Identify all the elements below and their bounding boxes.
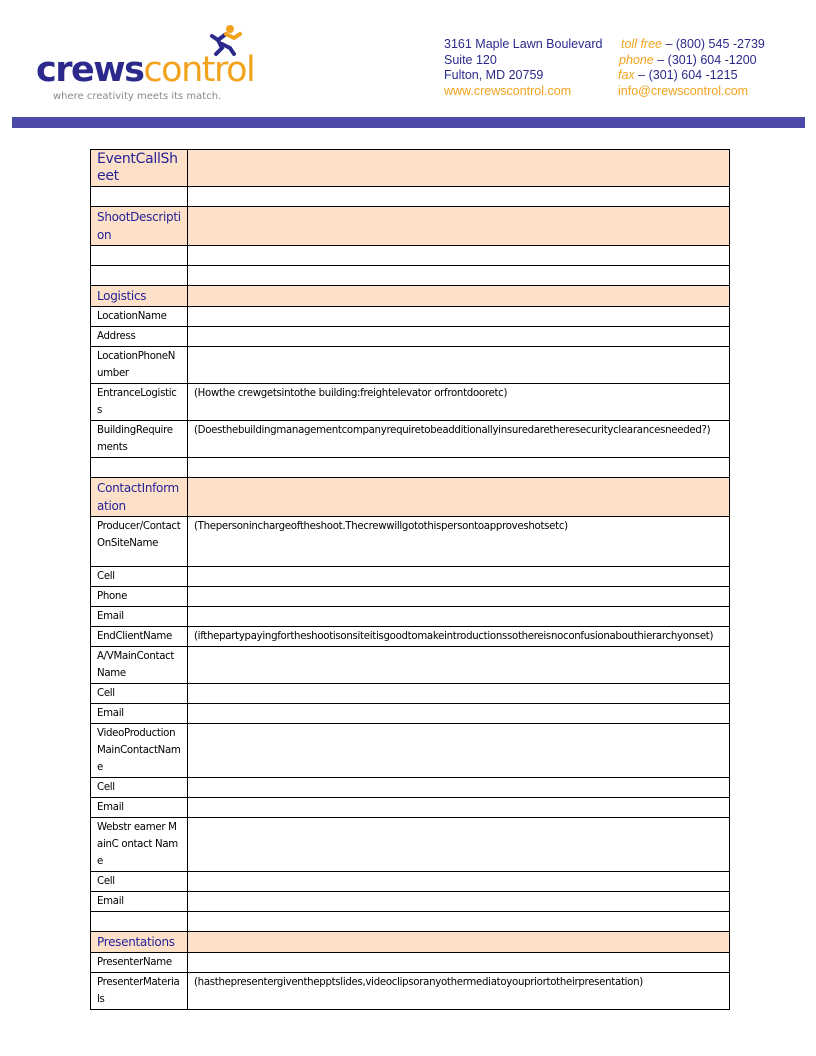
field-value[interactable] bbox=[188, 684, 730, 704]
value-cell bbox=[188, 932, 730, 953]
field-value[interactable]: (ifthepartypayingfortheshootisonsiteitisgoodtomakeintroductionssothereisnoconfusionabouthierarchyonset) bbox=[188, 627, 730, 647]
field-row bbox=[91, 517, 730, 567]
value-cell bbox=[188, 150, 730, 187]
field-row bbox=[91, 724, 730, 778]
field-label: Address bbox=[91, 327, 188, 347]
section-header-row bbox=[91, 286, 730, 307]
field-label: PresenterName bbox=[91, 953, 188, 973]
phone-value: – (301) 604 -1200 bbox=[653, 52, 757, 67]
blank-row bbox=[91, 912, 730, 932]
website-link[interactable]: www.crewscontrol.com bbox=[444, 83, 572, 98]
field-label: Cell bbox=[91, 684, 188, 704]
field-row bbox=[91, 567, 730, 587]
logo-word-control: control bbox=[143, 50, 255, 90]
field-label bbox=[91, 912, 188, 932]
field-label: Cell bbox=[91, 567, 188, 587]
field-row bbox=[91, 587, 730, 607]
email-link[interactable]: info@crewscontrol.com bbox=[618, 83, 749, 98]
field-row bbox=[91, 307, 730, 327]
logo-tagline: where creativity meets its match. bbox=[53, 91, 222, 102]
field-label: Cell bbox=[91, 872, 188, 892]
field-label: EndClientName bbox=[91, 627, 188, 647]
field-label: BuildingRequirements bbox=[91, 421, 188, 458]
field-label: Webstr eamer MainC ontact Name bbox=[91, 818, 188, 872]
blank-row bbox=[91, 458, 730, 478]
field-value[interactable] bbox=[188, 327, 730, 347]
field-row bbox=[91, 327, 730, 347]
blank-row bbox=[91, 266, 730, 286]
field-label bbox=[91, 266, 188, 286]
field-row bbox=[91, 872, 730, 892]
field-row bbox=[91, 384, 730, 421]
field-row bbox=[91, 818, 730, 872]
logo-wordmark bbox=[36, 50, 254, 90]
logo-word-crews: crews bbox=[36, 50, 144, 90]
section-title: ShootDescription bbox=[91, 207, 188, 246]
field-row bbox=[91, 627, 730, 647]
field-label: Email bbox=[91, 892, 188, 912]
field-label: Email bbox=[91, 607, 188, 627]
field-row bbox=[91, 704, 730, 724]
field-label bbox=[91, 458, 188, 478]
phone-line bbox=[618, 53, 765, 69]
field-row bbox=[91, 798, 730, 818]
field-value[interactable] bbox=[188, 587, 730, 607]
sheet-title: EventCallSheet bbox=[91, 150, 188, 187]
section-header-row bbox=[91, 478, 730, 517]
field-value[interactable] bbox=[188, 872, 730, 892]
field-row bbox=[91, 778, 730, 798]
field-value[interactable] bbox=[188, 818, 730, 872]
field-label: A/VMainContactName bbox=[91, 647, 188, 684]
sheet-body bbox=[91, 150, 730, 1010]
section-title: ContactInformation bbox=[91, 478, 188, 517]
header-divider-bar bbox=[12, 117, 805, 128]
sheet-title-row bbox=[91, 150, 730, 187]
field-row bbox=[91, 421, 730, 458]
section-title: Presentations bbox=[91, 932, 188, 953]
field-row bbox=[91, 647, 730, 684]
value-cell bbox=[188, 187, 730, 207]
field-value[interactable] bbox=[188, 567, 730, 587]
field-value[interactable] bbox=[188, 724, 730, 778]
value-cell bbox=[188, 266, 730, 286]
field-value[interactable]: (hasthepresentergiventhepptslides,videoclipsoranyothermediatoyoupriortotheirpresentation) bbox=[188, 973, 730, 1010]
field-row bbox=[91, 347, 730, 384]
field-label: Cell bbox=[91, 778, 188, 798]
section-header-row bbox=[91, 932, 730, 953]
field-label: Phone bbox=[91, 587, 188, 607]
tollfree-value: – (800) 545 -2739 bbox=[662, 37, 765, 51]
fax-value: – (301) 604 -1215 bbox=[634, 68, 738, 82]
section-title: Logistics bbox=[91, 286, 188, 307]
field-row bbox=[91, 953, 730, 973]
tollfree-line bbox=[618, 37, 765, 53]
field-value[interactable] bbox=[188, 778, 730, 798]
address-line-1: 3161 Maple Lawn Boulevard bbox=[444, 37, 603, 51]
address-line-2: Suite 120 bbox=[444, 52, 497, 67]
value-cell bbox=[188, 246, 730, 266]
phone-block bbox=[618, 37, 765, 99]
field-label: LocationPhoneNumber bbox=[91, 347, 188, 384]
field-value[interactable]: (Thepersoninchargeoftheshoot.Thecrewwillgotothispersontoapproveshotsetc) bbox=[188, 517, 730, 567]
field-value[interactable] bbox=[188, 307, 730, 327]
crewscontrol-logo bbox=[36, 24, 266, 108]
field-label bbox=[91, 246, 188, 266]
field-row bbox=[91, 892, 730, 912]
field-label: LocationName bbox=[91, 307, 188, 327]
field-value[interactable]: (Howthe crewgetsintothe building:freightelevator orfrontdooretc) bbox=[188, 384, 730, 421]
blank-row bbox=[91, 246, 730, 266]
value-cell bbox=[188, 912, 730, 932]
field-label: PresenterMaterials bbox=[91, 973, 188, 1010]
fax-line bbox=[618, 68, 765, 84]
field-row bbox=[91, 607, 730, 627]
field-value[interactable] bbox=[188, 798, 730, 818]
field-value[interactable] bbox=[188, 607, 730, 627]
event-call-sheet-table bbox=[90, 149, 730, 1010]
field-label: Email bbox=[91, 798, 188, 818]
field-row bbox=[91, 684, 730, 704]
tollfree-label: toll free bbox=[621, 37, 662, 51]
field-value[interactable] bbox=[188, 953, 730, 973]
section-header-row bbox=[91, 207, 730, 246]
field-value[interactable] bbox=[188, 347, 730, 384]
address-line-3: Fulton, MD 20759 bbox=[444, 68, 544, 82]
field-label: VideoProductionMainContactName bbox=[91, 724, 188, 778]
field-label bbox=[91, 187, 188, 207]
value-cell bbox=[188, 286, 730, 307]
field-value[interactable] bbox=[188, 892, 730, 912]
value-cell bbox=[188, 207, 730, 246]
field-row bbox=[91, 973, 730, 1010]
field-value[interactable] bbox=[188, 647, 730, 684]
blank-row bbox=[91, 187, 730, 207]
value-cell bbox=[188, 478, 730, 517]
address-block bbox=[444, 37, 602, 99]
fax-label: fax bbox=[618, 68, 635, 82]
field-label: Email bbox=[91, 704, 188, 724]
value-cell bbox=[188, 458, 730, 478]
field-value[interactable] bbox=[188, 704, 730, 724]
field-value[interactable]: (Doesthebuildingmanagementcompanyrequiretobeadditionallyinsuredaretheresecurityclearancesneeded?) bbox=[188, 421, 730, 458]
phone-label: phone bbox=[619, 52, 654, 67]
field-label: Producer/ContactOnSiteName bbox=[91, 517, 188, 567]
field-label: EntranceLogistics bbox=[91, 384, 188, 421]
